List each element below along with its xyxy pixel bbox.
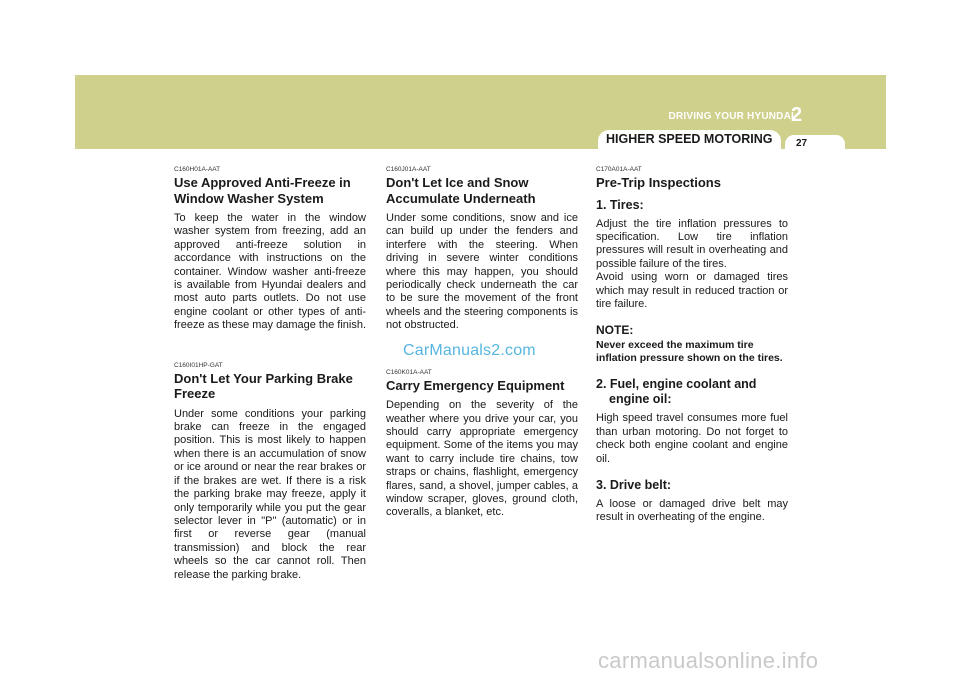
column-3 bbox=[596, 166, 788, 525]
note-heading: NOTE: bbox=[596, 323, 634, 338]
watermark-overlay: CarManuals2.com bbox=[403, 342, 536, 359]
list-item-body: Avoid using worn or damaged tires which may result in reduced traction or tire failure. bbox=[596, 271, 788, 310]
section-body: Under some conditions your parking brake can freeze in the engaged position. This is most likely to happen when there is an accumulation of snow or ice around or near the rear brakes or if the brakes are wet. If there is a risk the parking brake may freeze, apply it only temporarily while you put the gear selector lever in "P" (automatic) or in first or reverse gear (manual transmission) and block the rear wheels so the car cannot roll. Then release the parking brake. bbox=[174, 407, 366, 581]
section-code: C160K01A-AAT bbox=[386, 368, 432, 376]
section-code: C160H01A-AAT bbox=[174, 166, 221, 173]
section-heading: Don't Let Your Parking Brake Freeze bbox=[174, 370, 353, 402]
section-body: Under some conditions, snow and ice can build up under the fenders and interfere with the steering. When driving in severe winter conditions where this may happen, you should periodically check underneath the car to be sure the movement of the front wheels and the steering components is not obstructed. bbox=[386, 212, 578, 332]
section-code: C160I01HP-GAT bbox=[174, 361, 223, 369]
list-item-heading: 1. Tires: bbox=[596, 197, 644, 212]
page-number: 27 bbox=[796, 138, 808, 149]
list-item-heading: 2. Fuel, engine coolant and engine oil: bbox=[596, 377, 757, 407]
section-heading: Pre-Trip Inspections bbox=[596, 175, 721, 190]
list-item-body: A loose or damaged drive belt may result in overheating of the engine. bbox=[596, 497, 788, 524]
list-item-body: Adjust the tire inflation pressures to specification. Low tire inflation pressures will result in overheating and possible failure of the tires. bbox=[596, 217, 788, 270]
section-tab-label: HIGHER SPEED MOTORING bbox=[606, 132, 773, 146]
chapter-number: 2 bbox=[791, 104, 803, 126]
section-heading: Don't Let Ice and Snow Accumulate Underneath bbox=[386, 175, 536, 206]
section-heading: Use Approved Anti-Freeze in Window Washer System bbox=[174, 175, 351, 206]
section-code: C160J01A-AAT bbox=[386, 166, 431, 173]
section-heading: Carry Emergency Equipment bbox=[386, 377, 565, 393]
list-item-body: High speed travel consumes more fuel than urban motoring. Do not forget to check both engine coolant and engine oil. bbox=[596, 412, 788, 465]
section-body: Depending on the severity of the weather where you drive your car, you should carry appropriate emergency equipment. Some of the items you may want to carry include tire chains, tow straps or chains, flashlight, emergency flares, sand, a shovel, jumper cables, a window scraper, gloves, ground cloth, coveralls, a blanket, etc. bbox=[386, 399, 578, 519]
section-code: C170A01A-AAT bbox=[596, 166, 642, 173]
footer-watermark: carmanualsonline.info bbox=[598, 648, 819, 673]
page-number-tab bbox=[785, 135, 845, 151]
section-title: DRIVING YOUR HYUNDAI bbox=[668, 111, 794, 122]
list-item-heading: 3. Drive belt: bbox=[596, 477, 672, 492]
note-body: Never exceed the maximum tire inflation pressure shown on the tires. bbox=[596, 339, 783, 365]
section-body: To keep the water in the window washer system from freezing, add an approved anti-freeze solution in accordance with instructions on the container. Window washer anti-freeze is available from Hyundai dealers and most auto parts outlets. Do not use engine coolant or other types of anti-freeze as these may damage the finish. bbox=[174, 212, 366, 332]
column-1 bbox=[174, 166, 366, 582]
